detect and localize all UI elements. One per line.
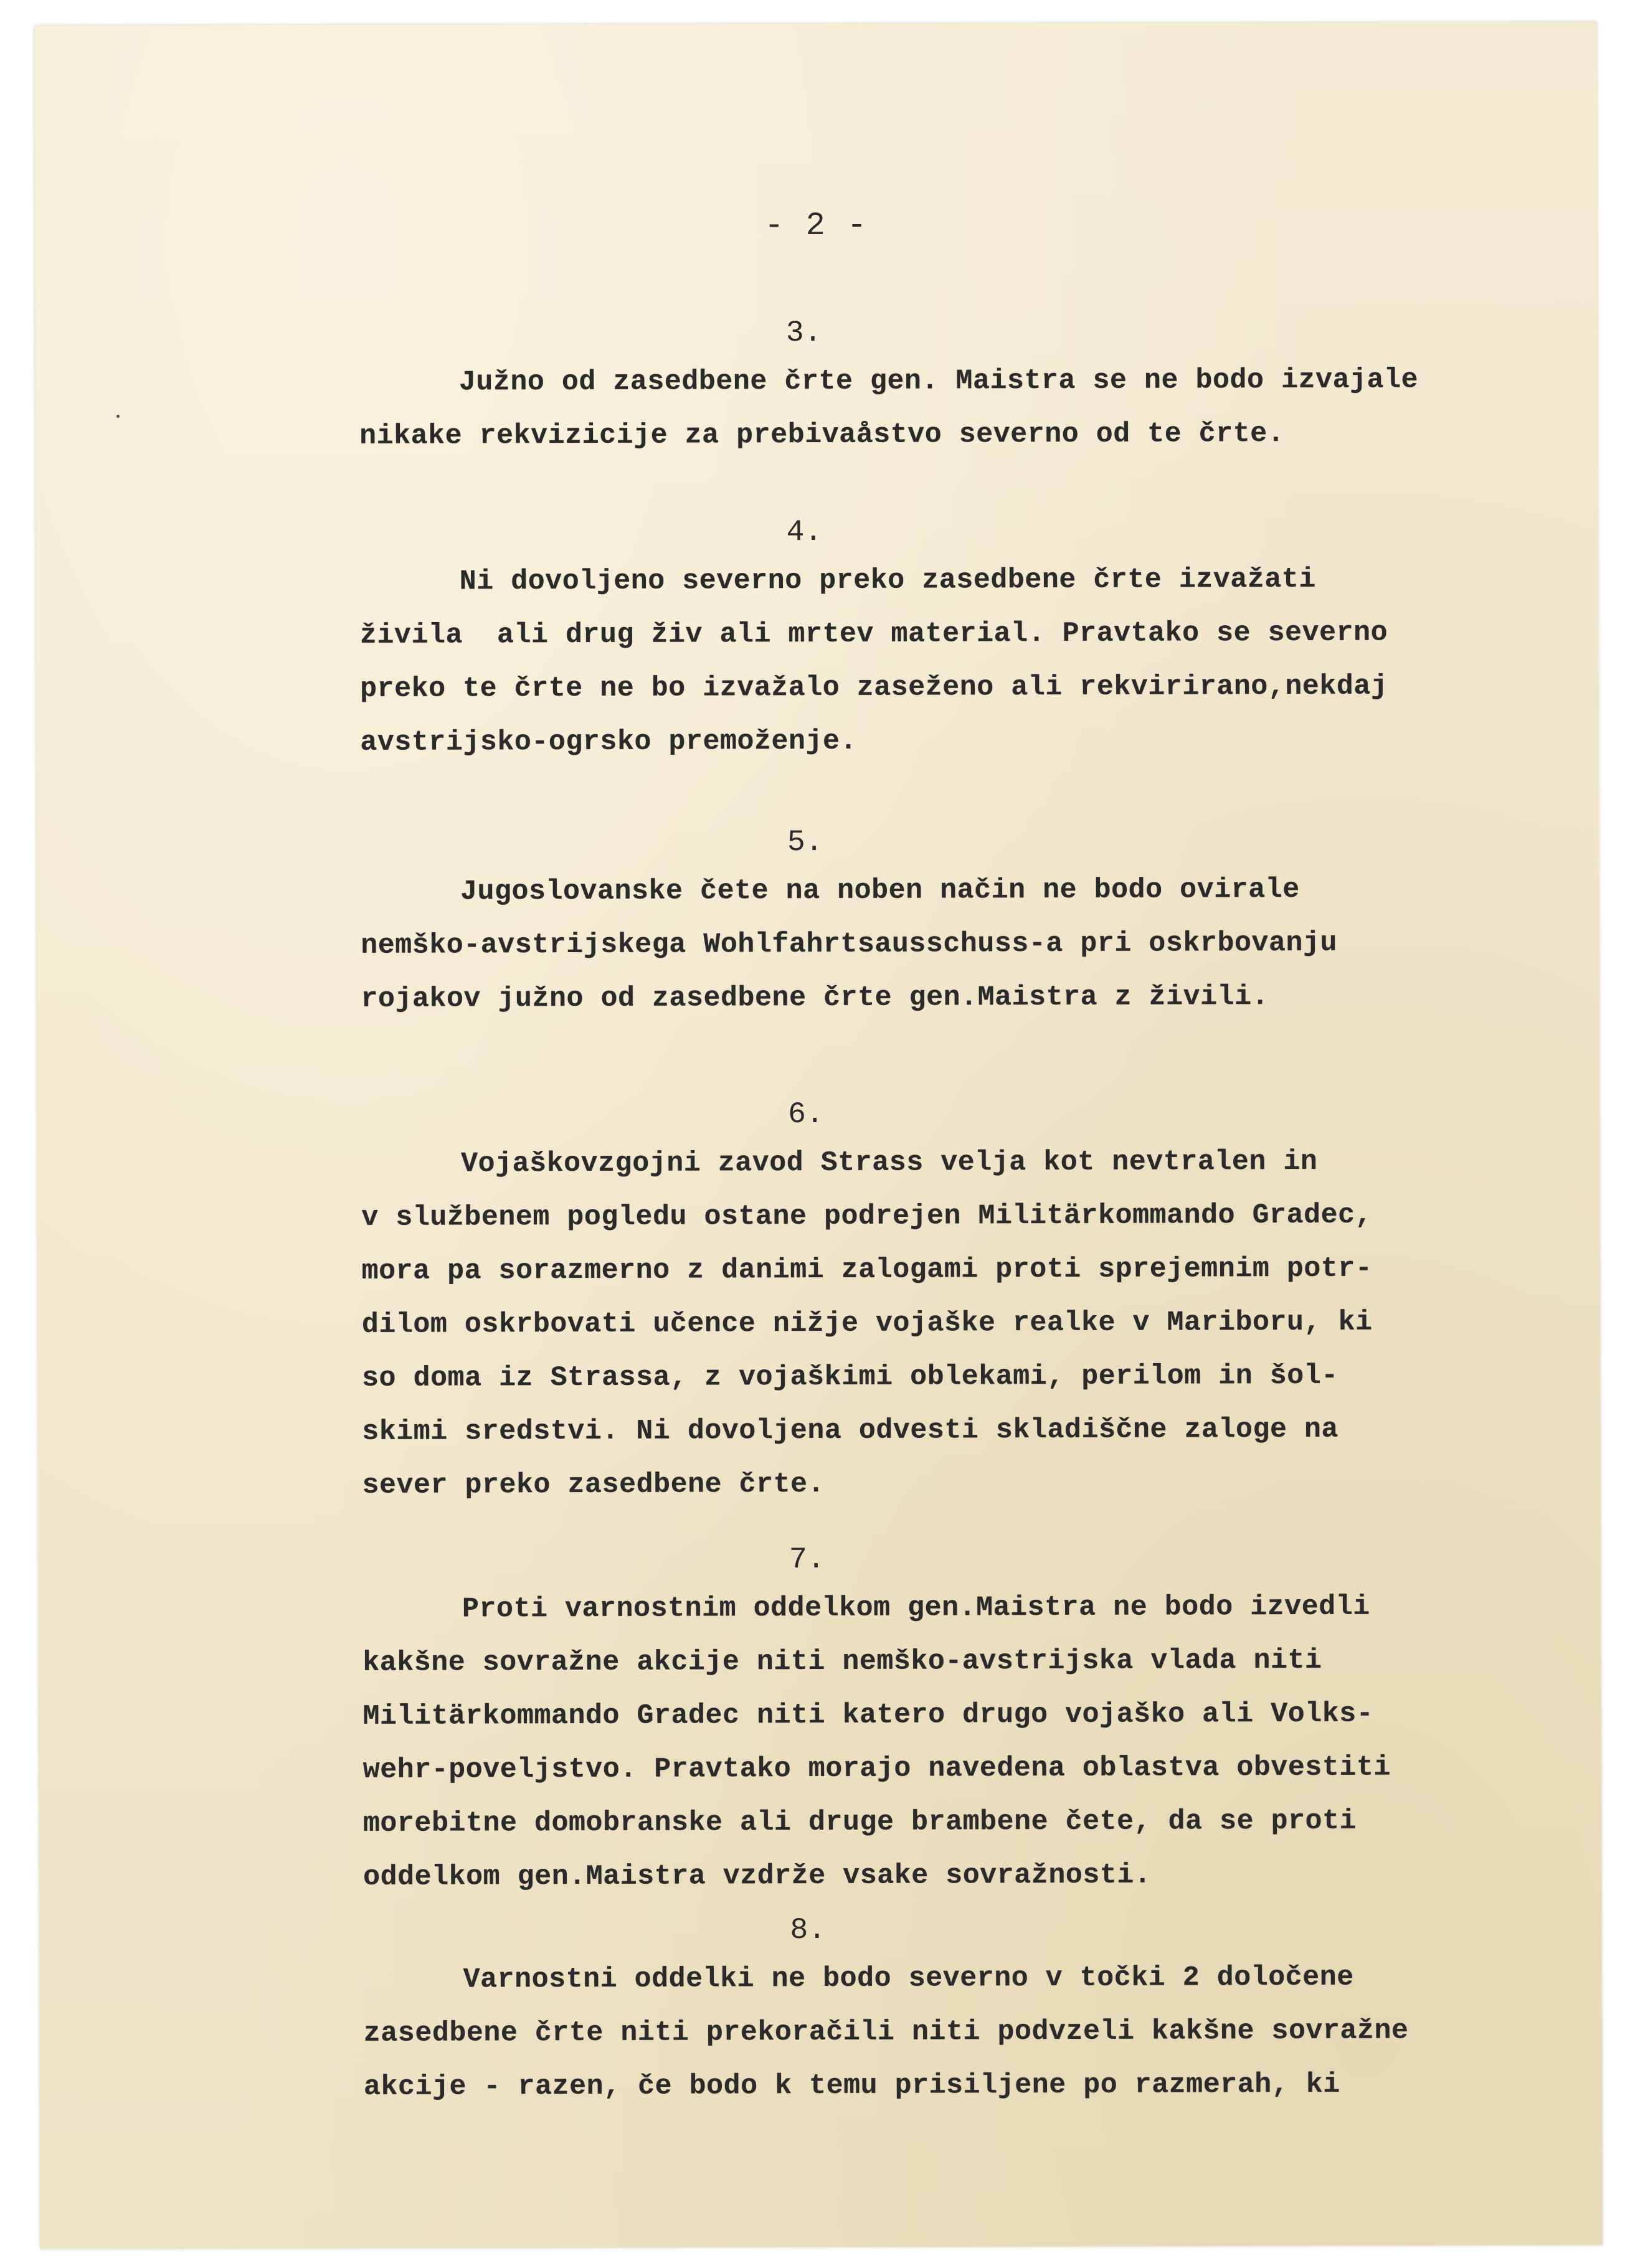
- paragraph-line: Varnostni oddelki ne bodo severno v točki 2 določene: [463, 1961, 1354, 1996]
- paragraph-line: oddelkom gen.Maistra vzdrže vsake sovražnosti.: [363, 1859, 1152, 1893]
- paragraph-line: wehr-poveljstvo. Pravtako morajo navedena oblastva obvestiti: [362, 1751, 1391, 1786]
- section-4: [36, 514, 1598, 771]
- paragraph-line: avstrijsko-ogrsko premoženje.: [360, 725, 858, 758]
- paragraph-line: v službenem pogledu ostane podrejen Militärkommando Gradec,: [361, 1199, 1373, 1234]
- section-number: 6.: [788, 1097, 824, 1132]
- paragraph-line: so doma iz Strassa, z vojaškimi oblekami, perilom in šol-: [361, 1359, 1338, 1394]
- paragraph-line: morebitne domobranske ali druge brambene čete, da se proti: [362, 1805, 1357, 1840]
- paragraph-line: Jugoslovanske čete na noben način ne bodo ovirale: [460, 873, 1300, 908]
- section-5: [37, 824, 1599, 1028]
- paragraph-line: preko te črte ne bo izvažalo zaseženo ali rekvirirano,nekdaj: [360, 670, 1388, 705]
- paragraph-line: Proti varnostnim oddelkom gen.Maistra ne bodo izvedli: [462, 1590, 1370, 1625]
- paragraph-line: nikake rekvizicije za prebivaåstvo severno od te črte.: [359, 418, 1285, 452]
- section-8: [39, 1912, 1602, 2115]
- document-page: [34, 22, 1602, 2249]
- paper-speck: [116, 415, 120, 418]
- paragraph-line: mora pa sorazmerno z danimi zalogami proti sprejemnim potr-: [361, 1252, 1373, 1287]
- section-number: 5.: [787, 825, 823, 860]
- paragraph-line: Južno od zasedbene črte gen. Maistra se ne bodo izvajale: [458, 364, 1419, 399]
- section-3: [36, 314, 1598, 465]
- paragraph-line: skimi sredstvi. Ni dovoljena odvesti skladiščne zaloge na: [362, 1413, 1339, 1448]
- paragraph-line: živila ali drug živ ali mrtev material. Pravtako se severno: [359, 617, 1388, 651]
- paragraph-line: nemško-avstrijskega Wohlfahrtsausschuss-a pri oskrbovanju: [361, 927, 1338, 962]
- section-number: 4.: [786, 515, 823, 550]
- section-number: 8.: [790, 1913, 827, 1948]
- section-number: 3.: [785, 316, 822, 351]
- paragraph-line: Vojaškovzgojni zavod Strass velja kot nevtralen in: [461, 1145, 1318, 1180]
- page-number: - 2 -: [764, 207, 868, 245]
- paragraph-line: kakšne sovražne akcije niti nemško-avstrijska vlada niti: [362, 1644, 1322, 1679]
- section-7: [39, 1541, 1602, 1906]
- section-6: [37, 1096, 1601, 1514]
- paragraph-line: akcije - razen, če bodo k temu prisiljene po razmerah, ki: [363, 2068, 1340, 2103]
- paragraph-line: dilom oskrbovati učence nižje vojaške realke v Mariboru, ki: [361, 1306, 1373, 1341]
- section-number: 7.: [789, 1543, 825, 1577]
- paragraph-line: zasedbene črte niti prekoračili niti podvzeli kakšne sovražne: [363, 2015, 1409, 2049]
- paragraph-line: rojakov južno od zasedbene črte gen.Maistra z živili.: [361, 981, 1269, 1015]
- paragraph-line: sever preko zasedbene črte.: [362, 1468, 825, 1501]
- paragraph-line: Militärkommando Gradec niti katero drugo vojaško ali Volks-: [362, 1698, 1374, 1732]
- paragraph-line: Ni dovoljeno severno preko zasedbene črte izvažati: [459, 563, 1316, 598]
